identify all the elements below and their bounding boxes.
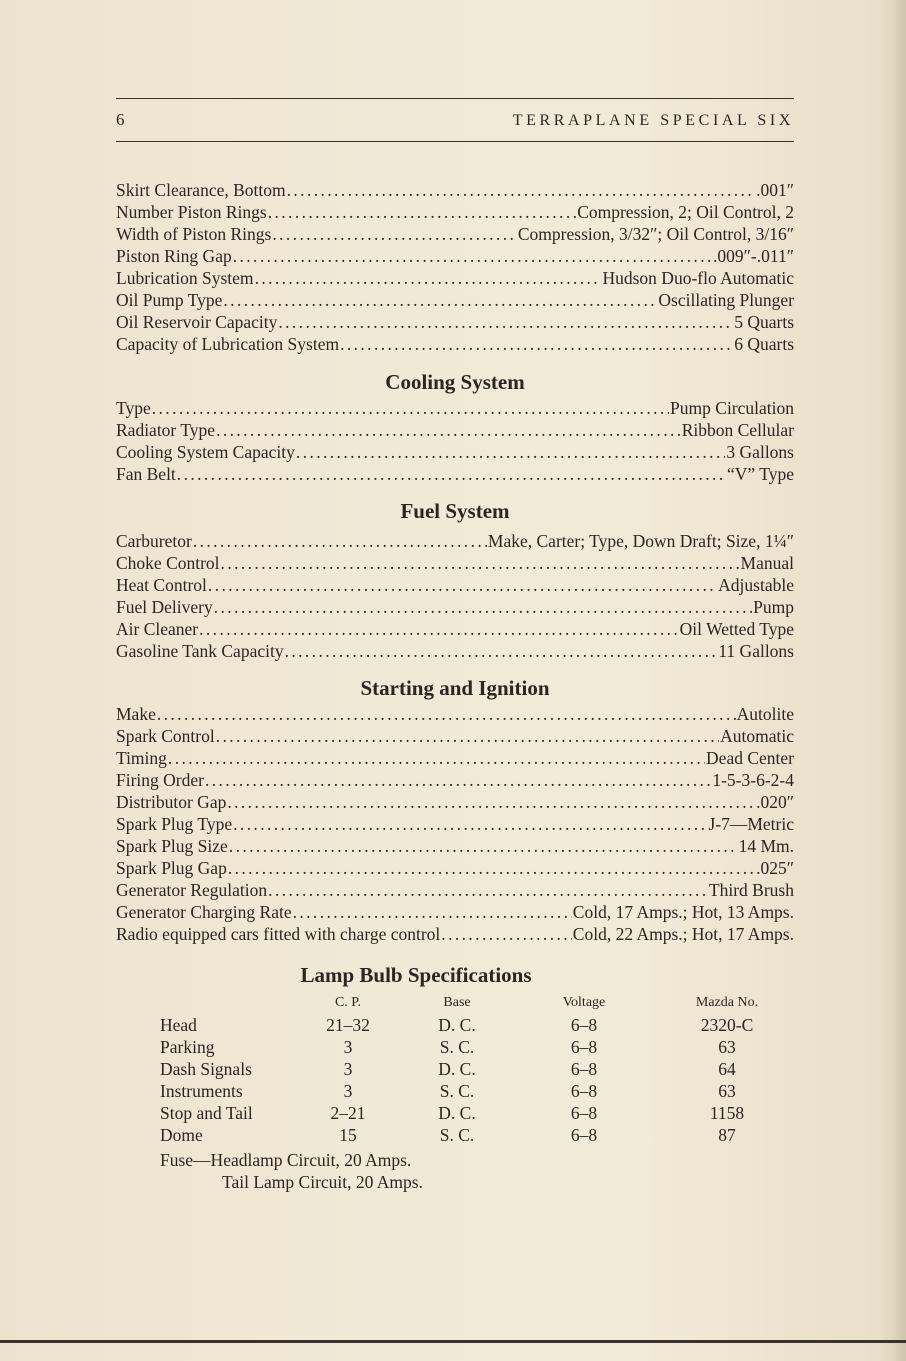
table-row [160, 1036, 802, 1058]
spec-value: Third Brush [708, 880, 794, 900]
spec-value: Ribbon Cellular [681, 420, 794, 440]
spec-label: Fan Belt [116, 464, 176, 484]
spec-row [116, 597, 794, 619]
leader-dots [272, 224, 517, 245]
spec-row [116, 531, 794, 553]
spec-value: 11 Gallons [718, 641, 794, 661]
header-base: Base [443, 995, 471, 1010]
spec-value: Pump [753, 597, 794, 617]
lamp-base: D. C. [438, 1014, 476, 1035]
fuel-section-title: Fuel System [400, 499, 510, 523]
lamp-cp: 15 [339, 1124, 357, 1145]
spec-row [116, 290, 794, 312]
spec-value: Cold, 22 Amps.; Hot, 17 Amps. [572, 924, 794, 944]
lamp-name: Instruments [160, 1080, 243, 1101]
spec-value: Cold, 17 Amps.; Hot, 13 Amps. [572, 902, 794, 922]
spec-label: Spark Plug Type [116, 814, 233, 834]
spec-row [116, 180, 794, 202]
spec-row [116, 420, 794, 442]
spec-label: Radio equipped cars fitted with charge control [116, 924, 441, 944]
leader-dots [214, 597, 752, 618]
leader-dots [228, 858, 755, 879]
lamp-mazda: 63 [718, 1036, 736, 1057]
lamp-voltage: 6–8 [570, 1080, 598, 1101]
leader-dots [216, 726, 719, 747]
lamp-name: Dome [160, 1124, 203, 1145]
table-row [160, 1102, 802, 1124]
leader-dots [233, 246, 712, 267]
table-row [160, 1124, 802, 1146]
spec-value: .001″ [756, 180, 794, 200]
spec-value: Manual [740, 553, 794, 573]
spec-label: Width of Piston Rings [116, 224, 272, 244]
spec-value: Autolite [736, 704, 794, 724]
spec-value: Make, Carter; Type, Down Draft; Size, 1¼″ [487, 531, 794, 551]
leader-dots [340, 334, 733, 355]
lamp-base: S. C. [439, 1080, 475, 1101]
page-bottom-edge [0, 1340, 906, 1343]
lamp-section-title: Lamp Bulb Specifications [300, 963, 532, 987]
leader-dots [157, 704, 736, 725]
spec-row [116, 858, 794, 880]
leader-dots [227, 792, 755, 813]
lamp-voltage: 6–8 [570, 1036, 598, 1057]
leader-dots [216, 420, 681, 441]
spec-row [116, 726, 794, 748]
lubrication-specs [116, 180, 794, 356]
spec-label: Choke Control [116, 553, 220, 573]
header-mazda: Mazda No. [695, 995, 759, 1010]
spec-row [116, 553, 794, 575]
cooling-section-title: Cooling System [385, 370, 525, 394]
spec-value: 3 Gallons [726, 442, 794, 462]
table-row [160, 1058, 802, 1080]
spec-row [116, 814, 794, 836]
leader-dots [223, 290, 657, 311]
leader-dots [199, 619, 679, 640]
leader-dots [268, 202, 576, 223]
spec-value: Compression, 3/32″; Oil Control, 3/16″ [517, 224, 794, 244]
spec-value: J-7—Metric [708, 814, 794, 834]
spec-label: Spark Plug Gap [116, 858, 227, 878]
spec-row [116, 575, 794, 597]
lamp-voltage: 6–8 [570, 1124, 598, 1145]
spec-row [116, 619, 794, 641]
leader-dots [152, 398, 669, 419]
spec-label: Gasoline Tank Capacity [116, 641, 284, 661]
lamp-mazda: 63 [718, 1080, 736, 1101]
spec-row [116, 641, 794, 663]
spec-label: Generator Charging Rate [116, 902, 292, 922]
leader-dots [268, 880, 708, 901]
spec-label: Distributor Gap [116, 792, 227, 812]
leader-dots [278, 312, 733, 333]
spec-label: Spark Plug Size [116, 836, 228, 856]
spec-value: 1-5-3-6-2-4 [712, 770, 794, 790]
lamp-mazda: 87 [718, 1124, 736, 1145]
spec-row [116, 202, 794, 224]
spec-row [116, 268, 794, 290]
table-header-row [160, 992, 802, 1014]
spec-label: Number Piston Rings [116, 202, 267, 222]
spec-label: Oil Reservoir Capacity [116, 312, 278, 332]
lamp-voltage: 6–8 [570, 1102, 598, 1123]
leader-dots [441, 924, 571, 945]
spec-value: .009″-.011″ [712, 246, 794, 266]
leader-dots [229, 836, 738, 857]
spec-value: .020″ [756, 792, 794, 812]
spec-row [116, 792, 794, 814]
lamp-base: S. C. [439, 1124, 475, 1145]
leader-dots [168, 748, 705, 769]
spec-label: Skirt Clearance, Bottom [116, 180, 286, 200]
lamp-mazda: 1158 [709, 1102, 745, 1123]
leader-dots [255, 268, 602, 289]
lamp-cp: 21–32 [326, 1014, 370, 1035]
header-cp: C. P. [334, 995, 362, 1010]
lamp-name: Dash Signals [160, 1058, 252, 1079]
leader-dots [193, 531, 487, 552]
lamp-voltage: 6–8 [570, 1014, 598, 1035]
spec-row [116, 398, 794, 420]
leader-dots [221, 553, 740, 574]
table-row [160, 1080, 802, 1102]
lamp-bulb-table [160, 992, 802, 1146]
spec-value: Hudson Duo-flo Automatic [602, 268, 794, 288]
header-blank [160, 992, 298, 1014]
spec-value: Oil Wetted Type [679, 619, 794, 639]
lamp-cp: 3 [343, 1080, 353, 1101]
spec-value: Adjustable [718, 575, 794, 595]
page-title: TERRAPLANE SPECIAL SIX [512, 112, 794, 129]
ignition-section-title: Starting and Ignition [360, 676, 550, 700]
spec-label: Make [116, 704, 156, 724]
spec-label: Carburetor [116, 531, 192, 551]
cooling-specs [116, 398, 794, 486]
lamp-base: S. C. [439, 1036, 475, 1057]
spec-value: Pump Circulation [670, 398, 794, 418]
leader-dots [296, 442, 726, 463]
leader-dots [208, 575, 717, 596]
lamp-name: Parking [160, 1036, 215, 1057]
leader-dots [293, 902, 572, 923]
spec-row [116, 704, 794, 726]
spec-row [116, 836, 794, 858]
spec-row [116, 464, 794, 486]
spec-row [116, 880, 794, 902]
spec-label: Firing Order [116, 770, 204, 790]
leader-dots [177, 464, 726, 485]
spec-label: Generator Regulation [116, 880, 268, 900]
spec-label: Capacity of Lubrication System [116, 334, 340, 354]
spec-row [116, 442, 794, 464]
spec-value: 5 Quarts [734, 312, 794, 332]
fuse-headlamp-note: Fuse—Headlamp Circuit, 20 Amps. [160, 1150, 412, 1170]
lamp-name: Head [160, 1014, 197, 1035]
header-row [116, 99, 794, 141]
lamp-cp: 2–21 [330, 1102, 366, 1123]
lamp-voltage: 6–8 [570, 1058, 598, 1079]
spec-row [116, 312, 794, 334]
ignition-specs [116, 704, 794, 946]
page-header [116, 98, 794, 142]
spec-value: Dead Center [706, 748, 794, 768]
lamp-base: D. C. [438, 1058, 476, 1079]
spec-label: Timing [116, 748, 167, 768]
spec-value: Oscillating Plunger [658, 290, 794, 310]
lamp-cp: 3 [343, 1036, 353, 1057]
lamp-cp: 3 [343, 1058, 353, 1079]
spec-label: Lubrication System [116, 268, 254, 288]
spec-label: Oil Pump Type [116, 290, 223, 310]
spec-label: Piston Ring Gap [116, 246, 232, 266]
table-row [160, 1014, 802, 1036]
spec-label: Type [116, 398, 151, 418]
spec-label: Heat Control [116, 575, 207, 595]
lamp-name: Stop and Tail [160, 1102, 253, 1123]
spec-label: Fuel Delivery [116, 597, 213, 617]
page-number: 6 [116, 110, 125, 129]
leader-dots [285, 641, 718, 662]
lamp-mazda: 2320-C [700, 1014, 754, 1035]
fuel-specs [116, 531, 794, 663]
header-voltage: Voltage [562, 995, 606, 1010]
spec-value: 6 Quarts [734, 334, 794, 354]
lamp-mazda: 64 [718, 1058, 736, 1079]
spec-label: Cooling System Capacity [116, 442, 295, 462]
spec-row [116, 902, 794, 924]
lamp-base: D. C. [438, 1102, 476, 1123]
leader-dots [205, 770, 711, 791]
spec-value: Automatic [720, 726, 794, 746]
spec-row [116, 334, 794, 356]
spec-row [116, 924, 794, 946]
spec-value: .025″ [756, 858, 794, 878]
spec-value: Compression, 2; Oil Control, 2 [577, 202, 794, 222]
spec-label: Air Cleaner [116, 619, 199, 639]
leader-dots [287, 180, 755, 201]
spec-label: Radiator Type [116, 420, 216, 440]
spec-row [116, 770, 794, 792]
leader-dots [233, 814, 707, 835]
spec-value: “V” Type [727, 464, 794, 484]
fuse-taillamp-note: Tail Lamp Circuit, 20 Amps. [222, 1172, 423, 1192]
spec-row [116, 246, 794, 268]
spec-row [116, 224, 794, 246]
page-edge [892, 0, 906, 1361]
spec-value: 14 Mm. [738, 836, 794, 856]
spec-label: Spark Control [116, 726, 215, 746]
spec-row [116, 748, 794, 770]
